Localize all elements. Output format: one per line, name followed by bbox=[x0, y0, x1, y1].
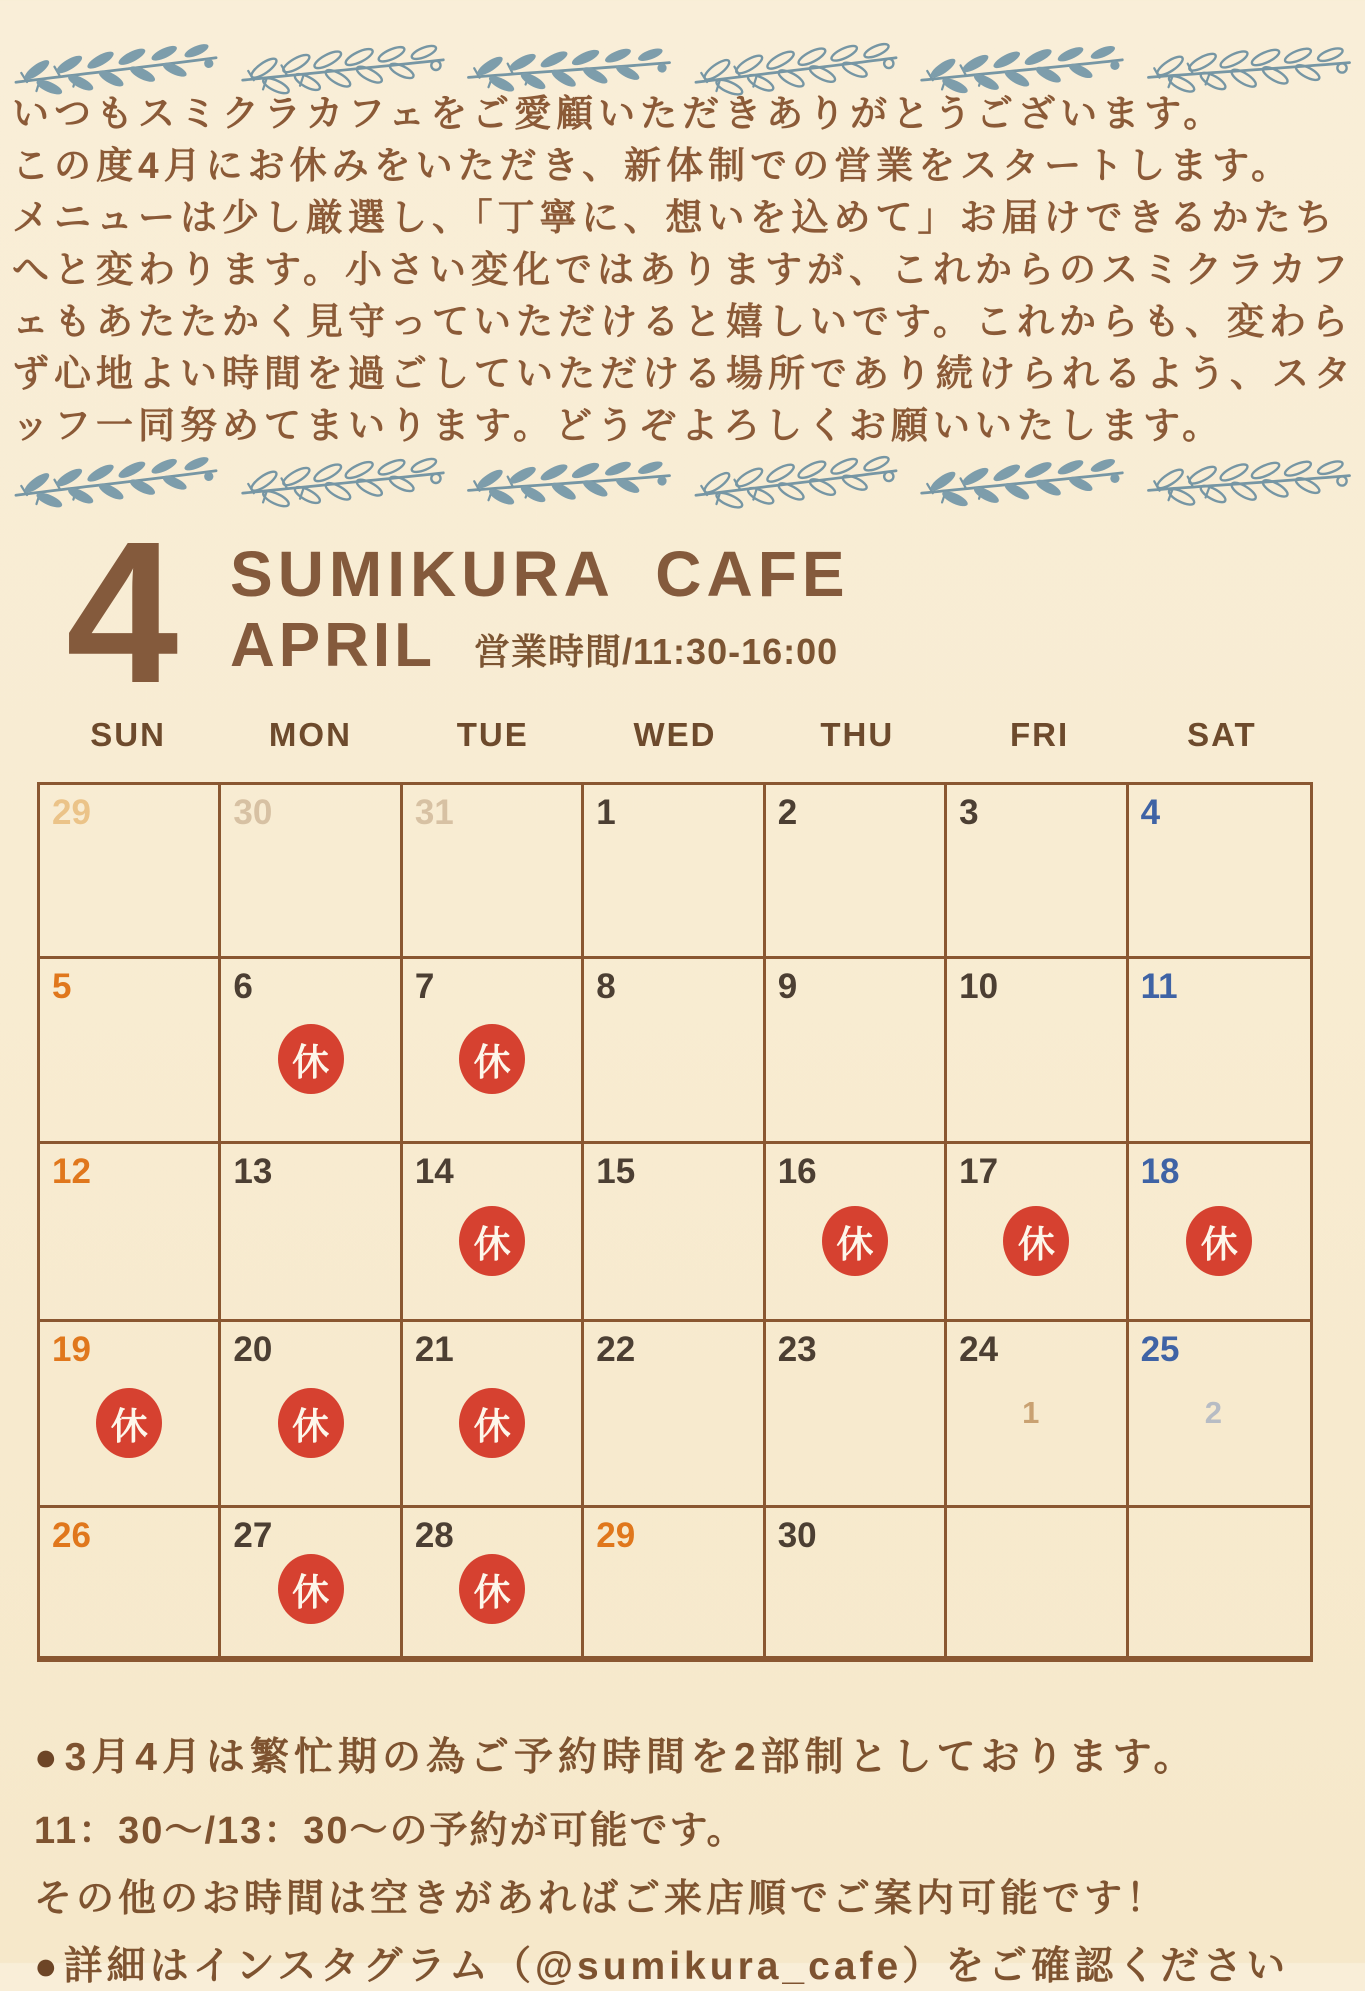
calendar-cell bbox=[947, 1322, 1128, 1507]
date-number: 31 bbox=[414, 793, 454, 832]
calendar-cell bbox=[40, 785, 221, 959]
closed-badge: 休 bbox=[1186, 1206, 1252, 1276]
weekday-header: THU bbox=[820, 716, 895, 753]
closed-badge: 休 bbox=[278, 1554, 344, 1624]
calendar-cell bbox=[584, 1322, 765, 1507]
calendar-cell bbox=[584, 1144, 765, 1322]
date-number: 30 bbox=[233, 793, 273, 832]
leaf-branch-icon bbox=[691, 453, 900, 513]
date-number: 15 bbox=[596, 1152, 636, 1192]
date-number: 9 bbox=[777, 967, 798, 1007]
weekday-header: TUE bbox=[456, 716, 529, 753]
footer-line bbox=[34, 1935, 1354, 1991]
ghost-number: 1 bbox=[1022, 1395, 1040, 1431]
calendar-cell bbox=[584, 1508, 765, 1656]
cafe-name: SUMIKURA CAFE bbox=[230, 538, 850, 610]
notice-line: ッフ一同努めてまいります。どうぞよろしくお願いいたします。 bbox=[12, 405, 1225, 446]
date-number: 10 bbox=[959, 967, 999, 1007]
calendar-cell bbox=[766, 1508, 947, 1656]
calendar-cell bbox=[584, 785, 765, 959]
date-number: 24 bbox=[959, 1330, 999, 1370]
weekday-header: WED bbox=[633, 716, 717, 753]
date-number: 8 bbox=[596, 967, 616, 1007]
calendar-cell bbox=[947, 785, 1128, 959]
footer-text: 詳細はインスタグラム（@sumikura_cafe）をご確認ください bbox=[63, 1945, 1290, 1988]
calendar-grid bbox=[37, 782, 1313, 1662]
calendar-cell bbox=[584, 959, 765, 1144]
notice-line: ず心地よい時間を過ごしていただける場所であり続けられるよう、スタ bbox=[12, 353, 1356, 394]
date-number: 20 bbox=[233, 1330, 273, 1370]
calendar-cell bbox=[766, 1144, 947, 1322]
weekday-header-row bbox=[37, 716, 1313, 762]
date-number: 30 bbox=[777, 1515, 817, 1555]
calendar-cell bbox=[403, 1144, 584, 1322]
date-number: 18 bbox=[1140, 1152, 1180, 1192]
leaf-branch-icon bbox=[464, 452, 673, 514]
closed-badge: 休 bbox=[459, 1554, 525, 1624]
notice-line: この度4月にお休みをいただき、新体制での営業をスタートします。 bbox=[12, 145, 1294, 186]
calendar-cell bbox=[1129, 785, 1310, 959]
footer-notes bbox=[34, 1726, 1354, 1991]
calendar-cell bbox=[766, 785, 947, 959]
month-number: 4 bbox=[66, 499, 179, 725]
business-hours: 営業時間/11:30-16:00 bbox=[474, 631, 839, 672]
leaf-garland-middle bbox=[12, 452, 1353, 514]
date-number: 17 bbox=[959, 1152, 999, 1192]
calendar-cell bbox=[403, 1508, 584, 1656]
closed-badge: 休 bbox=[278, 1388, 344, 1458]
date-number: 26 bbox=[52, 1515, 91, 1555]
calendar-cell bbox=[947, 1508, 1128, 1656]
bullet-icon: ● bbox=[34, 1945, 62, 1988]
closed-badge: 休 bbox=[278, 1024, 344, 1094]
ghost-number: 2 bbox=[1204, 1395, 1223, 1431]
calendar-cell bbox=[40, 1144, 221, 1322]
date-number: 12 bbox=[52, 1152, 91, 1192]
calendar-cell bbox=[40, 1508, 221, 1656]
calendar-cell bbox=[221, 1322, 402, 1507]
month-name: APRIL bbox=[230, 611, 436, 680]
notice-line: いつもスミクラカフェをご愛顧いただきありがとうございます。 bbox=[12, 93, 1226, 134]
weekday-header: SUN bbox=[90, 716, 166, 753]
date-number: 16 bbox=[777, 1152, 817, 1192]
footer-text: 3月4月は繁忙期の為ご予約時間を2部制としております。 bbox=[64, 1736, 1198, 1779]
closed-badge: 休 bbox=[822, 1206, 888, 1276]
date-number: 19 bbox=[52, 1330, 91, 1370]
calendar-cell bbox=[403, 785, 584, 959]
date-number: 23 bbox=[777, 1330, 817, 1370]
closed-badge: 休 bbox=[459, 1206, 525, 1276]
calendar-cell bbox=[766, 959, 947, 1144]
calendar-cell bbox=[40, 1322, 221, 1507]
date-number: 11 bbox=[1140, 967, 1178, 1007]
calendar-cell bbox=[40, 959, 221, 1144]
calendar-cell bbox=[1129, 959, 1310, 1144]
closed-badge: 休 bbox=[1003, 1206, 1069, 1276]
closed-badge: 休 bbox=[96, 1388, 162, 1458]
date-number: 27 bbox=[233, 1515, 273, 1555]
date-number: 6 bbox=[233, 967, 253, 1007]
notice-line: メニューは少し厳選し、「丁寧に、想いを込めて」お届けできるかたち bbox=[12, 197, 1338, 238]
calendar-cell bbox=[221, 1144, 402, 1322]
footer-line bbox=[34, 1726, 1354, 1782]
date-number: 3 bbox=[959, 793, 979, 832]
date-number: 28 bbox=[414, 1515, 454, 1555]
calendar-cell bbox=[221, 959, 402, 1144]
calendar-cell bbox=[1129, 1144, 1310, 1322]
date-number: 1 bbox=[596, 793, 616, 832]
closed-badge: 休 bbox=[459, 1024, 525, 1094]
calendar-cell bbox=[947, 959, 1128, 1144]
date-number: 13 bbox=[233, 1152, 273, 1192]
notice-paragraph bbox=[12, 88, 1360, 452]
calendar-cell bbox=[221, 785, 402, 959]
calendar-cell bbox=[947, 1144, 1128, 1322]
notice-line: ェもあたたかく見守っていただけると嬉しいです。これからも、変わら bbox=[12, 301, 1354, 342]
date-number: 7 bbox=[414, 967, 435, 1007]
weekday-header: MON bbox=[268, 716, 352, 753]
calendar-cell bbox=[1129, 1322, 1310, 1507]
date-number: 25 bbox=[1140, 1330, 1180, 1370]
calendar-cell bbox=[1129, 1508, 1310, 1656]
closed-badge: 休 bbox=[459, 1388, 525, 1458]
weekday-header: SAT bbox=[1187, 716, 1257, 753]
bullet-icon: ● bbox=[34, 1736, 63, 1779]
date-number: 29 bbox=[596, 1515, 636, 1555]
leaf-branch-icon bbox=[1144, 452, 1353, 514]
date-number: 14 bbox=[414, 1152, 454, 1192]
calendar-cell bbox=[403, 959, 584, 1144]
notice-line: へと変わります。小さい変化ではありますが、これからのスミクラカフ bbox=[12, 249, 1354, 290]
footer-line: その他のお時間は空きがあればご来店順でご案内可能です！ bbox=[34, 1878, 1169, 1920]
calendar-cell bbox=[766, 1322, 947, 1507]
date-number: 2 bbox=[777, 793, 798, 832]
date-number: 5 bbox=[52, 967, 72, 1007]
weekday-header: FRI bbox=[1009, 716, 1070, 753]
date-number: 21 bbox=[414, 1330, 454, 1370]
calendar-cell bbox=[403, 1322, 584, 1507]
calendar-cell bbox=[221, 1508, 402, 1656]
footer-line: 11：30〜/13：30〜の予約が可能です。 bbox=[34, 1810, 747, 1852]
leaf-branch-icon bbox=[918, 455, 1126, 511]
date-number: 4 bbox=[1140, 793, 1161, 832]
date-number: 29 bbox=[52, 793, 91, 832]
date-number: 22 bbox=[596, 1330, 636, 1370]
leaf-branch-icon bbox=[239, 455, 447, 511]
